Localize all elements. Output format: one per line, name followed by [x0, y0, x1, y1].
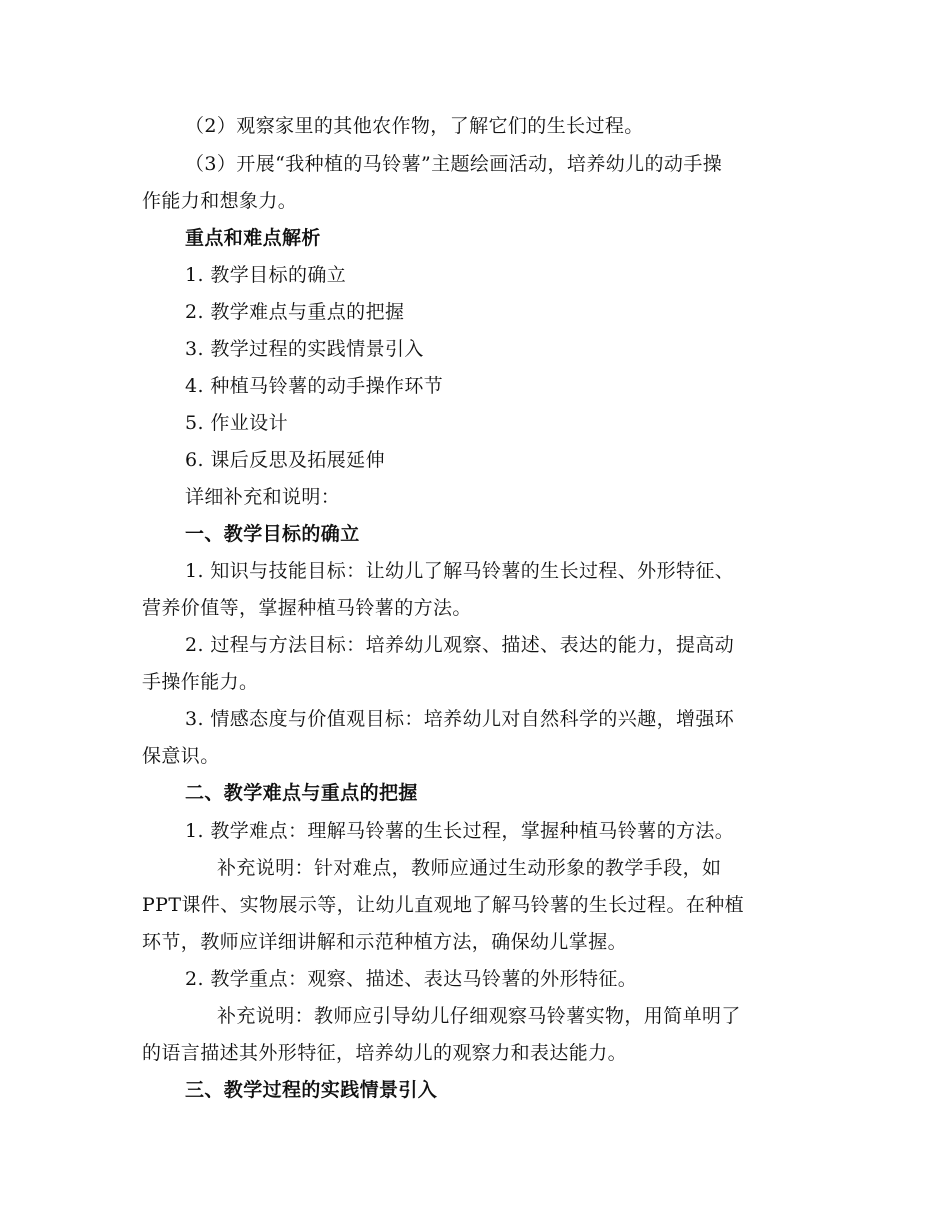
paragraph-line: 1. 知识与技能目标：让幼儿了解马铃薯的生长过程、外形特征、	[185, 560, 735, 582]
paragraph-line: 作能力和想象力。	[142, 190, 298, 212]
section-heading: 二、教学难点与重点的把握	[185, 782, 418, 804]
paragraph-line: 2. 教学重点：观察、描述、表达马铃薯的外形特征。	[185, 968, 638, 990]
paragraph-line: 详细补充和说明：	[185, 486, 341, 508]
paragraph-line: 补充说明：针对难点，教师应通过生动形象的教学手段，如	[217, 857, 722, 879]
paragraph-line: 营养价值等，掌握种植马铃薯的方法。	[142, 597, 472, 619]
paragraph-line: 保意识。	[142, 745, 220, 767]
paragraph-line: 2. 过程与方法目标：培养幼儿观察、描述、表达的能力，提高动	[185, 634, 735, 656]
paragraph-line: PPT课件、实物展示等，让幼儿直观地了解马铃薯的生长过程。在种植	[142, 894, 745, 916]
paragraph-line: 补充说明：教师应引导幼儿仔细观察马铃薯实物，用简单明了	[217, 1005, 741, 1027]
section-heading: 重点和难点解析	[185, 227, 321, 249]
paragraph-line: （3）开展“我种植的马铃薯”主题绘画活动，培养幼儿的动手操	[185, 153, 723, 175]
paragraph-line: 的语言描述其外形特征，培养幼儿的观察力和表达能力。	[142, 1042, 628, 1064]
list-item: 1. 教学目标的确立	[185, 264, 347, 286]
paragraph-line: 1. 教学难点：理解马铃薯的生长过程，掌握种植马铃薯的方法。	[185, 820, 735, 842]
section-heading: 三、教学过程的实践情景引入	[185, 1079, 438, 1101]
paragraph-line: 环节，教师应详细讲解和示范种植方法，确保幼儿掌握。	[142, 931, 628, 953]
paragraph-line: 手操作能力。	[142, 671, 259, 693]
list-item: 6. 课后反思及拓展延伸	[185, 449, 385, 471]
paragraph-line: （2）观察家里的其他农作物，了解它们的生长过程。	[185, 115, 644, 137]
list-item: 5. 作业设计	[185, 412, 288, 434]
section-heading: 一、教学目标的确立	[185, 523, 360, 545]
list-item: 2. 教学难点与重点的把握	[185, 301, 405, 323]
paragraph-line: 3. 情感态度与价值观目标：培养幼儿对自然科学的兴趣，增强环	[185, 708, 735, 730]
list-item: 3. 教学过程的实践情景引入	[185, 338, 424, 360]
list-item: 4. 种植马铃薯的动手操作环节	[185, 375, 444, 397]
